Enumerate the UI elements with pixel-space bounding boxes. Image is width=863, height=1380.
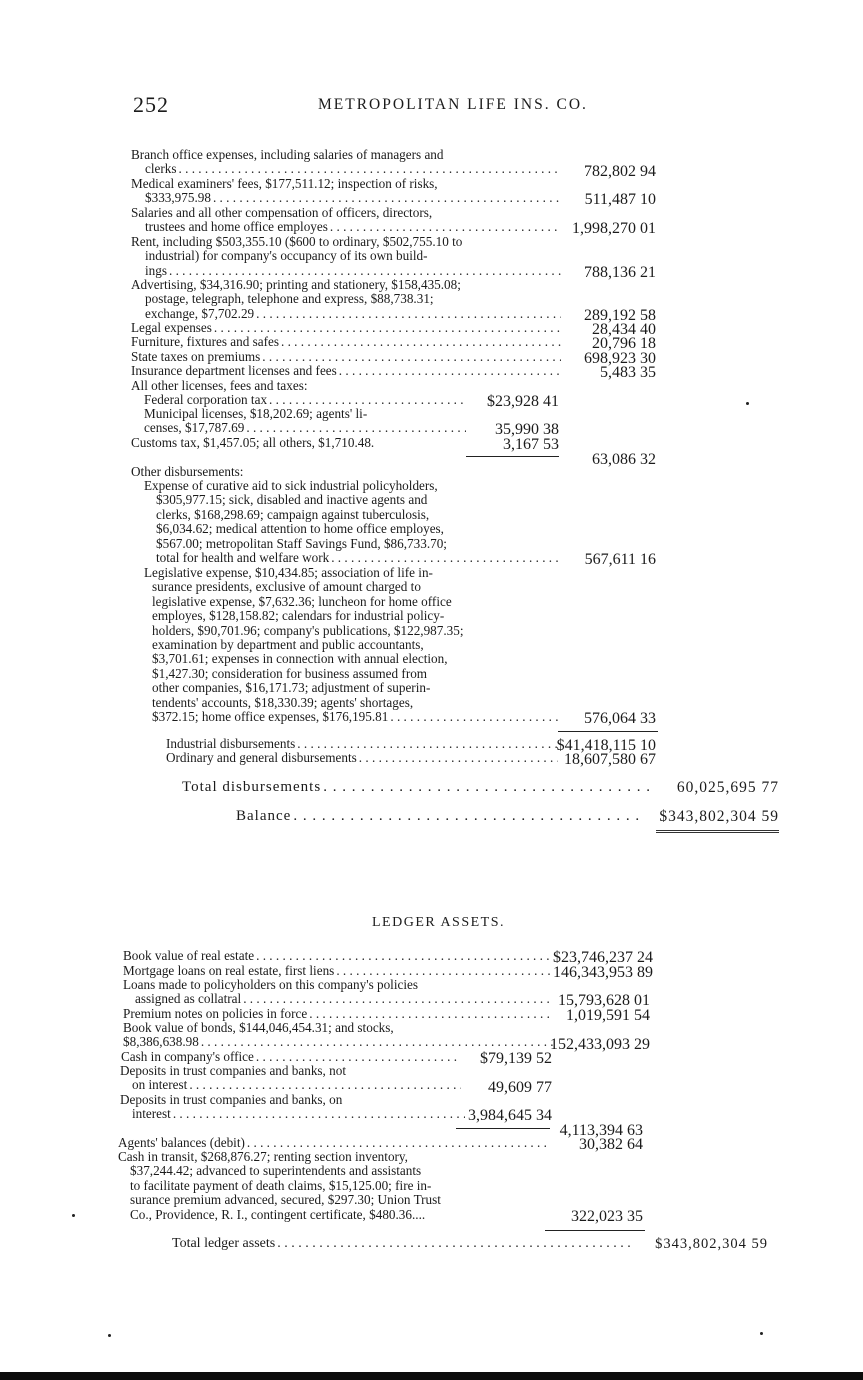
leader-dots	[323, 778, 652, 796]
total-amount: 60,025,695 77	[676, 779, 779, 796]
entry-text: exchange, $7,702.29	[145, 305, 255, 321]
entry-text: Cash in company's office	[121, 1049, 254, 1064]
page-number: 252	[133, 92, 169, 117]
leader-dots	[339, 364, 561, 378]
entry-text: Cash in transit, $268,876.27; renting section inventory,	[118, 1149, 408, 1164]
entry-text: censes, $17,787.69	[144, 420, 245, 436]
customs-tax	[131, 436, 466, 450]
amount: 146,343,953 89	[553, 964, 653, 981]
entry-text: $333,975.98	[145, 190, 211, 206]
entry-text: Salaries and all other compensation of officers, directors,	[131, 205, 433, 220]
balance-amount: $343,802,304 59	[659, 808, 779, 825]
entry-text: Total disbursements	[182, 779, 322, 795]
entry-text: interest	[132, 1106, 171, 1122]
leader-dots	[213, 191, 561, 205]
double-rule	[656, 830, 779, 833]
disbursement-rent	[131, 235, 561, 278]
amount: 63,086 32	[592, 451, 656, 468]
scan-speck	[760, 1332, 763, 1335]
entry-text: clerks	[145, 161, 177, 177]
entry-text: Furniture, fixtures and safes	[131, 334, 279, 349]
leader-dots	[256, 307, 561, 321]
legislative-expense	[144, 566, 561, 724]
entry-text: Industrial disbursements	[166, 736, 296, 751]
entry-text: Expense of curative aid to sick industrial policyholders,	[144, 478, 438, 493]
amount: $79,139 52	[480, 1050, 552, 1067]
subtotal-rule	[466, 456, 559, 457]
leader-dots	[277, 1236, 632, 1252]
entry-text: industrial) for company's occupancy of its own build-	[145, 248, 428, 264]
entry-text: Customs tax, $1,457.05; all others, $1,710.48.	[131, 435, 375, 450]
amount: 15,793,628 01	[558, 992, 650, 1009]
amount: 788,136 21	[584, 264, 656, 281]
ledger-real-estate	[123, 949, 553, 963]
entry-text: examination by department and public accountants,	[152, 637, 424, 653]
amount: 576,064 33	[584, 710, 656, 727]
amount: 3,984,645 34	[468, 1107, 552, 1124]
entry-text: $3,701.61; expenses in connection with annual election,	[152, 651, 448, 667]
entry-text: Book value of bonds, $144,046,454.31; and stocks,	[123, 1020, 394, 1035]
ledger-bonds	[123, 1021, 553, 1050]
running-header-title: METROPOLITAN LIFE INS. CO.	[318, 96, 588, 113]
leader-dots	[201, 1035, 553, 1049]
leader-dots	[173, 1107, 465, 1121]
ledger-cash-transit	[118, 1150, 550, 1222]
entry-text: Branch office expenses, including salaries of managers and	[131, 147, 444, 162]
entry-text: assigned as collatral	[135, 991, 242, 1007]
amount: $41,418,115 10	[556, 737, 656, 754]
entry-text: Advertising, $34,316.90; printing and stationery, $158,435.08;	[131, 277, 461, 292]
amount: 567,611 16	[584, 551, 656, 568]
entry-text: Balance	[236, 808, 292, 824]
entry-text: Other disbursements:	[131, 464, 244, 479]
total-ledger-amount: $343,802,304 59	[655, 1236, 768, 1252]
disbursement-furniture	[131, 335, 561, 349]
entry-text: clerks, $168,298.69; campaign against tuberculosis,	[156, 506, 430, 522]
entry-text: Deposits in trust companies and banks, not	[120, 1063, 346, 1078]
subtotal-rule	[558, 731, 658, 732]
leader-dots	[293, 807, 642, 825]
leader-dots	[359, 751, 558, 765]
entry-text: surance premium advanced, secured, $297.30; Union Trust	[130, 1192, 441, 1208]
amount: 35,990 38	[495, 421, 559, 438]
amount: $23,746,237 24	[553, 949, 653, 966]
entry-text: Premium notes on policies in force	[123, 1006, 308, 1021]
entry-text: $8,386,638.98	[123, 1034, 199, 1050]
ledger-deposits-on-interest	[120, 1093, 465, 1122]
scan-speck	[108, 1334, 111, 1337]
entry-text: Book value of real estate	[123, 948, 255, 963]
entry-text: Mortgage loans on real estate, first liens	[123, 963, 335, 978]
entry-text: surance presidents, exclusive of amount charged to	[152, 579, 421, 595]
entry-text: State taxes on premiums	[131, 349, 261, 364]
entry-text: Ordinary and general disbursements	[166, 750, 357, 765]
amount: 782,802 94	[584, 163, 656, 180]
amount: 4,113,394 63	[559, 1122, 643, 1139]
amount: 511,487 10	[584, 191, 656, 208]
entry-text: legislative expense, $7,632.36; luncheon for home office	[152, 593, 452, 609]
entry-text: $567.00; metropolitan Staff Savings Fund, $86,733.70;	[156, 535, 447, 551]
entry-text: $6,034.62; medical attention to home office employes,	[156, 521, 444, 537]
disbursement-insurance-dept	[131, 364, 561, 378]
disbursement-advertising	[131, 278, 561, 321]
total-disbursements	[182, 778, 652, 796]
disbursement-branch-office	[131, 148, 561, 177]
amount: 49,609 77	[488, 1079, 552, 1096]
entry-text: $305,977.15; sick, disabled and inactive agents and	[156, 492, 428, 508]
leader-dots	[179, 162, 562, 176]
entry-text: Medical examiners' fees, $177,511.12; inspection of risks,	[131, 176, 438, 191]
curative-aid	[144, 479, 561, 565]
municipal-licenses	[144, 407, 466, 436]
leader-dots	[246, 421, 466, 435]
ordinary-disbursements	[166, 751, 558, 765]
amount: 289,192 58	[584, 307, 656, 324]
balance	[236, 807, 642, 825]
amount: 18,607,580 67	[564, 751, 656, 768]
disbursement-medical	[131, 177, 561, 206]
entry-text: Rent, including $503,355.10 ($600 to ordinary, $502,755.10 to	[131, 234, 463, 249]
amount: 5,483 35	[600, 364, 656, 381]
entry-text: All other licenses, fees and taxes:	[131, 378, 308, 393]
entry-text: Deposits in trust companies and banks, on	[120, 1092, 343, 1107]
scan-speck	[72, 1214, 75, 1217]
leader-dots	[281, 335, 561, 349]
entry-text: ings	[145, 262, 167, 278]
entry-text: postage, telegraph, telephone and express, $88,738.31;	[145, 291, 434, 307]
scan-speck	[746, 402, 749, 405]
amount: 20,796 18	[592, 335, 656, 352]
leader-dots	[331, 551, 561, 565]
section-title: LEDGER ASSETS.	[372, 915, 506, 930]
entry-text: other companies, $16,171.73; adjustment of superin-	[152, 680, 431, 696]
entry-text: Legislative expense, $10,434.85; association of life in-	[144, 565, 433, 580]
entry-text: holders, $90,701.96; company's publications, $122,987.35;	[152, 622, 464, 638]
entry-text: Co., Providence, R. I., contingent certificate, $480.36....	[130, 1206, 426, 1222]
leader-dots	[330, 220, 561, 234]
amount: 152,433,093 29	[550, 1036, 650, 1053]
leader-dots	[243, 992, 553, 1006]
entry-text: Federal corporation tax	[144, 392, 268, 407]
entry-text: tendents' accounts, $18,330.39; agents' shortages,	[152, 694, 414, 710]
entry-text: employes, $128,158.82; calendars for industrial policy-	[152, 608, 445, 624]
amount: 1,998,270 01	[572, 220, 656, 237]
leader-dots	[256, 949, 553, 963]
entry-text: Municipal licenses, $18,202.69; agents' li-	[144, 406, 368, 421]
amount: 30,382 64	[579, 1136, 643, 1153]
amount: 322,023 35	[571, 1208, 643, 1225]
amount: 3,167 53	[503, 436, 559, 453]
entry-text: $1,427.30; consideration for business assumed from	[152, 665, 428, 681]
total-ledger-assets	[172, 1236, 632, 1252]
entry-text: Insurance department licenses and fees	[131, 363, 337, 378]
subtotal-rule	[545, 1230, 645, 1231]
entry-text: Legal expenses	[131, 320, 212, 335]
entry-text: Agents' balances (debit)	[118, 1135, 245, 1150]
ledger-policy-loans	[123, 978, 553, 1007]
entry-text: total for health and welfare work	[156, 550, 330, 566]
entry-text: Total ledger assets	[172, 1236, 276, 1251]
entry-text: to facilitate payment of death claims, $15,125.00; fire in-	[130, 1177, 432, 1193]
scan-edge	[0, 1372, 863, 1380]
leader-dots	[390, 710, 561, 724]
entry-text: Loans made to policyholders on this company's policies	[123, 977, 419, 992]
amount: $23,928 41	[487, 393, 559, 410]
entry-text: trustees and home office employes	[145, 219, 328, 235]
leader-dots	[189, 1078, 461, 1092]
entry-text: $372.15; home office expenses, $176,195.81	[152, 709, 389, 725]
disbursement-salaries	[131, 206, 561, 235]
entry-text: $37,244.42; advanced to superintendents and assistants	[130, 1163, 422, 1179]
amount: 1,019,591 54	[566, 1007, 650, 1024]
subtotal-rule	[456, 1128, 550, 1129]
entry-text: on interest	[132, 1077, 188, 1093]
ledger-deposits-not-interest	[120, 1064, 461, 1093]
amount: 698,923 30	[584, 350, 656, 367]
amount: 28,434 40	[592, 321, 656, 338]
